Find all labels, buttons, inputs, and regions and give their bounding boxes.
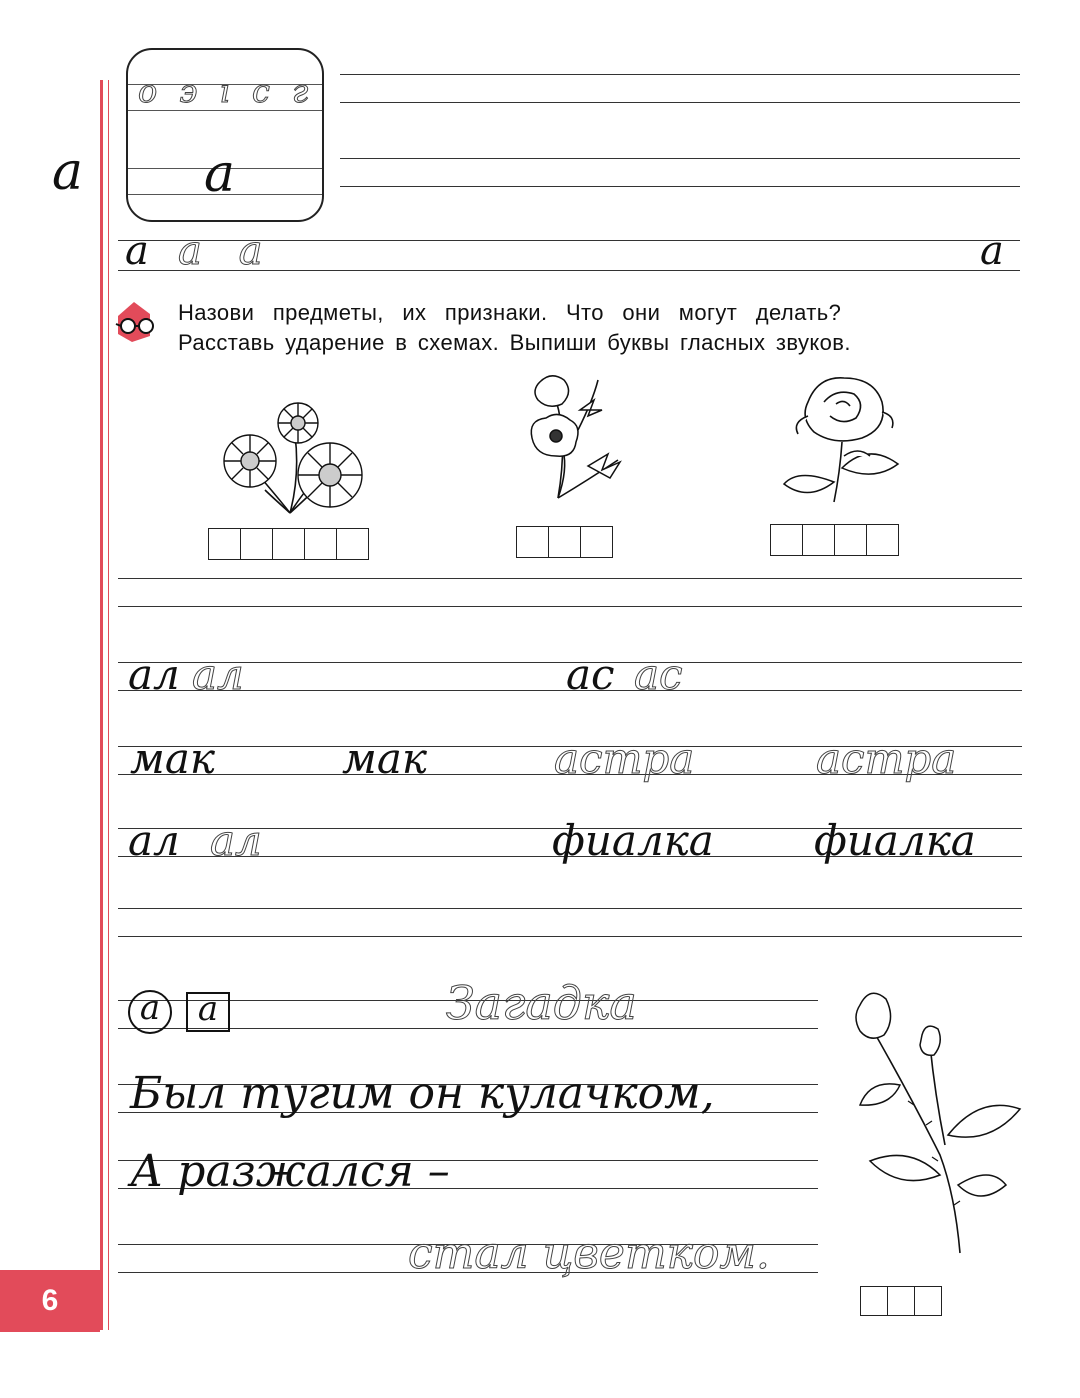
riddle-title: Загадка xyxy=(446,976,637,1030)
rose-flower-icon xyxy=(778,372,908,507)
row1-left-word: ал xyxy=(128,650,180,699)
row-sample-letters: а а xyxy=(178,228,275,274)
speech-glasses-icon xyxy=(112,298,162,346)
row2-word-4: астра xyxy=(816,734,957,783)
side-letter: а xyxy=(52,142,84,202)
daisy-left xyxy=(224,435,276,487)
riddle-line-2: А разжался – xyxy=(130,1146,450,1197)
vowel-square-letter: а xyxy=(186,992,230,1032)
row3-left-trace: ал xyxy=(210,816,262,865)
box-letter: а xyxy=(204,144,236,204)
row1-right-word: ас xyxy=(566,650,615,699)
daisy-right xyxy=(298,443,362,507)
riddle-answer-scheme[interactable] xyxy=(860,1286,942,1316)
vowel-circle-letter: а xyxy=(128,990,172,1034)
margin-line xyxy=(100,80,103,1330)
poppy-flower-icon xyxy=(518,370,628,505)
row3-word-1: фиалка xyxy=(552,816,714,865)
letter-elements: о э ı с г xyxy=(138,72,315,110)
daisy-flowers-icon xyxy=(210,395,370,515)
row2-word-2: мак xyxy=(342,734,427,783)
task-line-1: Назови предметы, их признаки. Что они могут делать? xyxy=(178,300,842,325)
row3-word-2: фиалка xyxy=(814,816,976,865)
row2-word-1: мак xyxy=(130,734,215,783)
task-line-2: Расставь ударение в схемах. Выпиши буквы гласных звуков. xyxy=(178,330,851,355)
row1-left-trace: ал xyxy=(192,650,244,699)
page-number: 6 xyxy=(0,1270,100,1332)
riddle-line-3: стал цветком. xyxy=(408,1228,770,1279)
letter-sample-box xyxy=(126,48,324,222)
row2-word-3: астра xyxy=(554,734,695,783)
daisy-top xyxy=(278,403,318,443)
rosebud-icon xyxy=(830,985,1030,1255)
row-start-letter: а xyxy=(125,228,149,274)
row-end-letter: а xyxy=(980,228,1004,274)
scheme-daisy[interactable] xyxy=(208,528,369,560)
scheme-poppy[interactable] xyxy=(516,526,613,558)
riddle-line-1: Был тугим он кулачком, xyxy=(130,1068,715,1119)
row1-right-trace: ас xyxy=(634,650,683,699)
scheme-rose[interactable] xyxy=(770,524,899,556)
margin-line-inner xyxy=(108,80,109,1330)
row3-left-word: ал xyxy=(128,816,180,865)
